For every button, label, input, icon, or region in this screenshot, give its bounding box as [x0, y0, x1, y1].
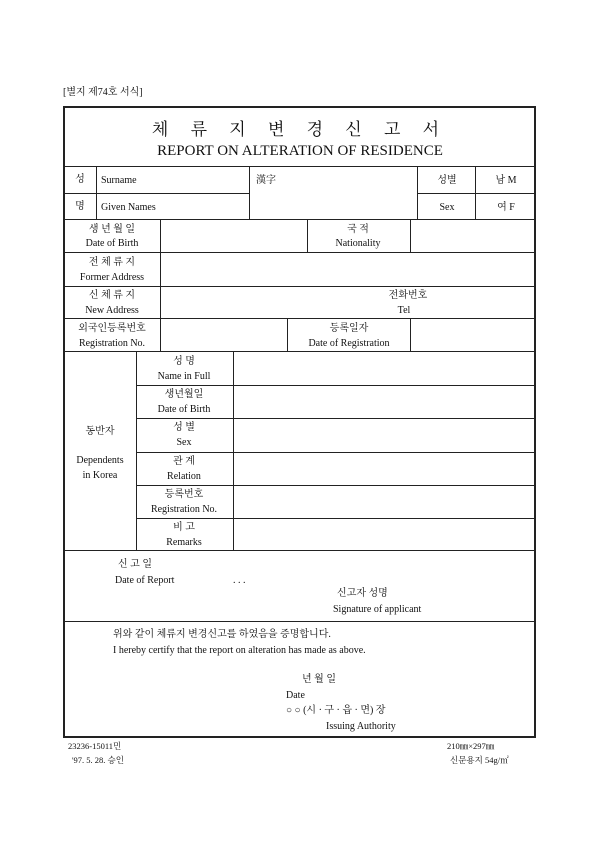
dependent-sex-label: Sex: [176, 437, 192, 448]
dependent-name-label: Name in Full: [157, 371, 211, 382]
issuing-authority-ko: ○ ○ (시 · 구 · 읍 · 면) 장: [286, 705, 386, 716]
dependent-registration-label-ko: 등록번호: [164, 489, 204, 500]
dependent-birth-label-ko: 생년월일: [164, 389, 204, 400]
row-divider: [417, 193, 535, 194]
dependent-sex-label-ko: 성 별: [173, 422, 195, 433]
dependents-label: Dependents: [76, 455, 124, 466]
row-divider: [64, 550, 535, 551]
dependent-name-field[interactable]: [234, 352, 535, 384]
row-divider: [64, 621, 535, 622]
report-date-field[interactable]: . . .: [233, 575, 246, 586]
dependent-birth-field[interactable]: [234, 386, 535, 417]
tel-label: Tel: [397, 305, 411, 316]
dependent-birth-label: Date of Birth: [157, 404, 211, 415]
registration-no-label-ko: 외국인등록번호: [78, 323, 146, 334]
new-address-label-ko: 신 체 류 지: [88, 290, 136, 301]
signature-label-ko: 신고자 성명: [337, 588, 388, 599]
form-reference: [별지 제74호 서식]: [63, 87, 143, 98]
dependents-label-2: in Korea: [82, 470, 118, 481]
dependents-label-ko: 동반자: [85, 426, 115, 437]
given-names-field[interactable]: [97, 194, 248, 218]
hanja-label: 漢字: [256, 175, 276, 186]
nationality-label-ko: 국 적: [347, 224, 369, 235]
birth-label-ko: 생 년 월 일: [88, 224, 136, 235]
sex-label-ko: 성별: [437, 175, 457, 186]
col-divider: [287, 318, 288, 351]
certification-text-ko: 위와 같이 체류지 변경신고를 하였음을 증명합니다.: [113, 629, 331, 640]
col-divider: [475, 166, 476, 219]
hanja-field[interactable]: [250, 167, 416, 218]
col-divider: [417, 166, 418, 219]
dependent-name-label-ko: 성 명: [173, 356, 195, 367]
registration-no-label: Registration No.: [78, 338, 146, 349]
col-divider: [136, 351, 137, 550]
sex-label: Sex: [439, 202, 455, 213]
dependent-relation-field[interactable]: [234, 453, 535, 484]
certification-text: I hereby certify that the report on alteration has made as above.: [113, 645, 366, 656]
registration-no-field[interactable]: [161, 319, 286, 350]
given-name-label: Given Names: [101, 202, 156, 213]
dependent-sex-field[interactable]: [234, 419, 535, 451]
issuing-authority-label: Issuing Authority: [326, 721, 396, 732]
report-date-label-ko: 신 고 일: [118, 559, 152, 570]
dependent-remarks-label-ko: 비 고: [173, 522, 195, 533]
report-date-label: Date of Report: [115, 575, 175, 586]
former-address-label-ko: 전 체 류 지: [88, 257, 136, 268]
footer-approval: '97. 5. 28. 승인: [72, 755, 124, 765]
birth-date-field[interactable]: [161, 220, 306, 251]
birth-label: Date of Birth: [85, 238, 139, 249]
sex-male-option[interactable]: 남 M: [495, 175, 517, 186]
surname-label-ko: 성: [75, 174, 85, 185]
dependent-registration-label: Registration No.: [150, 504, 218, 515]
registration-date-label: Date of Registration: [308, 338, 390, 349]
given-name-label-ko: 명: [75, 201, 85, 212]
former-address-label: Former Address: [79, 272, 145, 283]
footer-paper-size: 210㎜×297㎜: [447, 741, 495, 751]
footer-paper-type: 신문용지 54g/㎡: [450, 755, 509, 765]
certification-date-label: Date: [286, 690, 305, 701]
new-address-field[interactable]: [161, 287, 535, 317]
certification-date-ko: 년 월 일: [302, 674, 336, 685]
sex-female-option[interactable]: 여 F: [497, 202, 515, 213]
col-divider: [307, 219, 308, 252]
nationality-label: Nationality: [335, 238, 381, 249]
title-english: REPORT ON ALTERATION OF RESIDENCE: [157, 143, 443, 159]
dependent-registration-field[interactable]: [234, 486, 535, 517]
dependent-remarks-field[interactable]: [234, 519, 535, 549]
dependent-relation-label-ko: 관 계: [173, 456, 195, 467]
surname-label: Surname: [101, 175, 137, 186]
footer-form-code: 23236-15011민: [68, 741, 122, 751]
new-address-label: New Address: [85, 305, 139, 316]
former-address-field[interactable]: [161, 253, 535, 285]
dependent-remarks-label: Remarks: [166, 537, 202, 548]
tel-label-ko: 전화번호: [388, 290, 428, 301]
title-korean: 체 류 지 변 경 신 고 서: [151, 120, 449, 139]
signature-label: Signature of applicant: [333, 604, 422, 615]
registration-date-label-ko: 등록일자: [329, 323, 369, 334]
registration-date-field[interactable]: [411, 319, 535, 350]
nationality-field[interactable]: [411, 220, 535, 251]
dependent-relation-label: Relation: [167, 471, 201, 482]
surname-field[interactable]: [97, 167, 248, 192]
